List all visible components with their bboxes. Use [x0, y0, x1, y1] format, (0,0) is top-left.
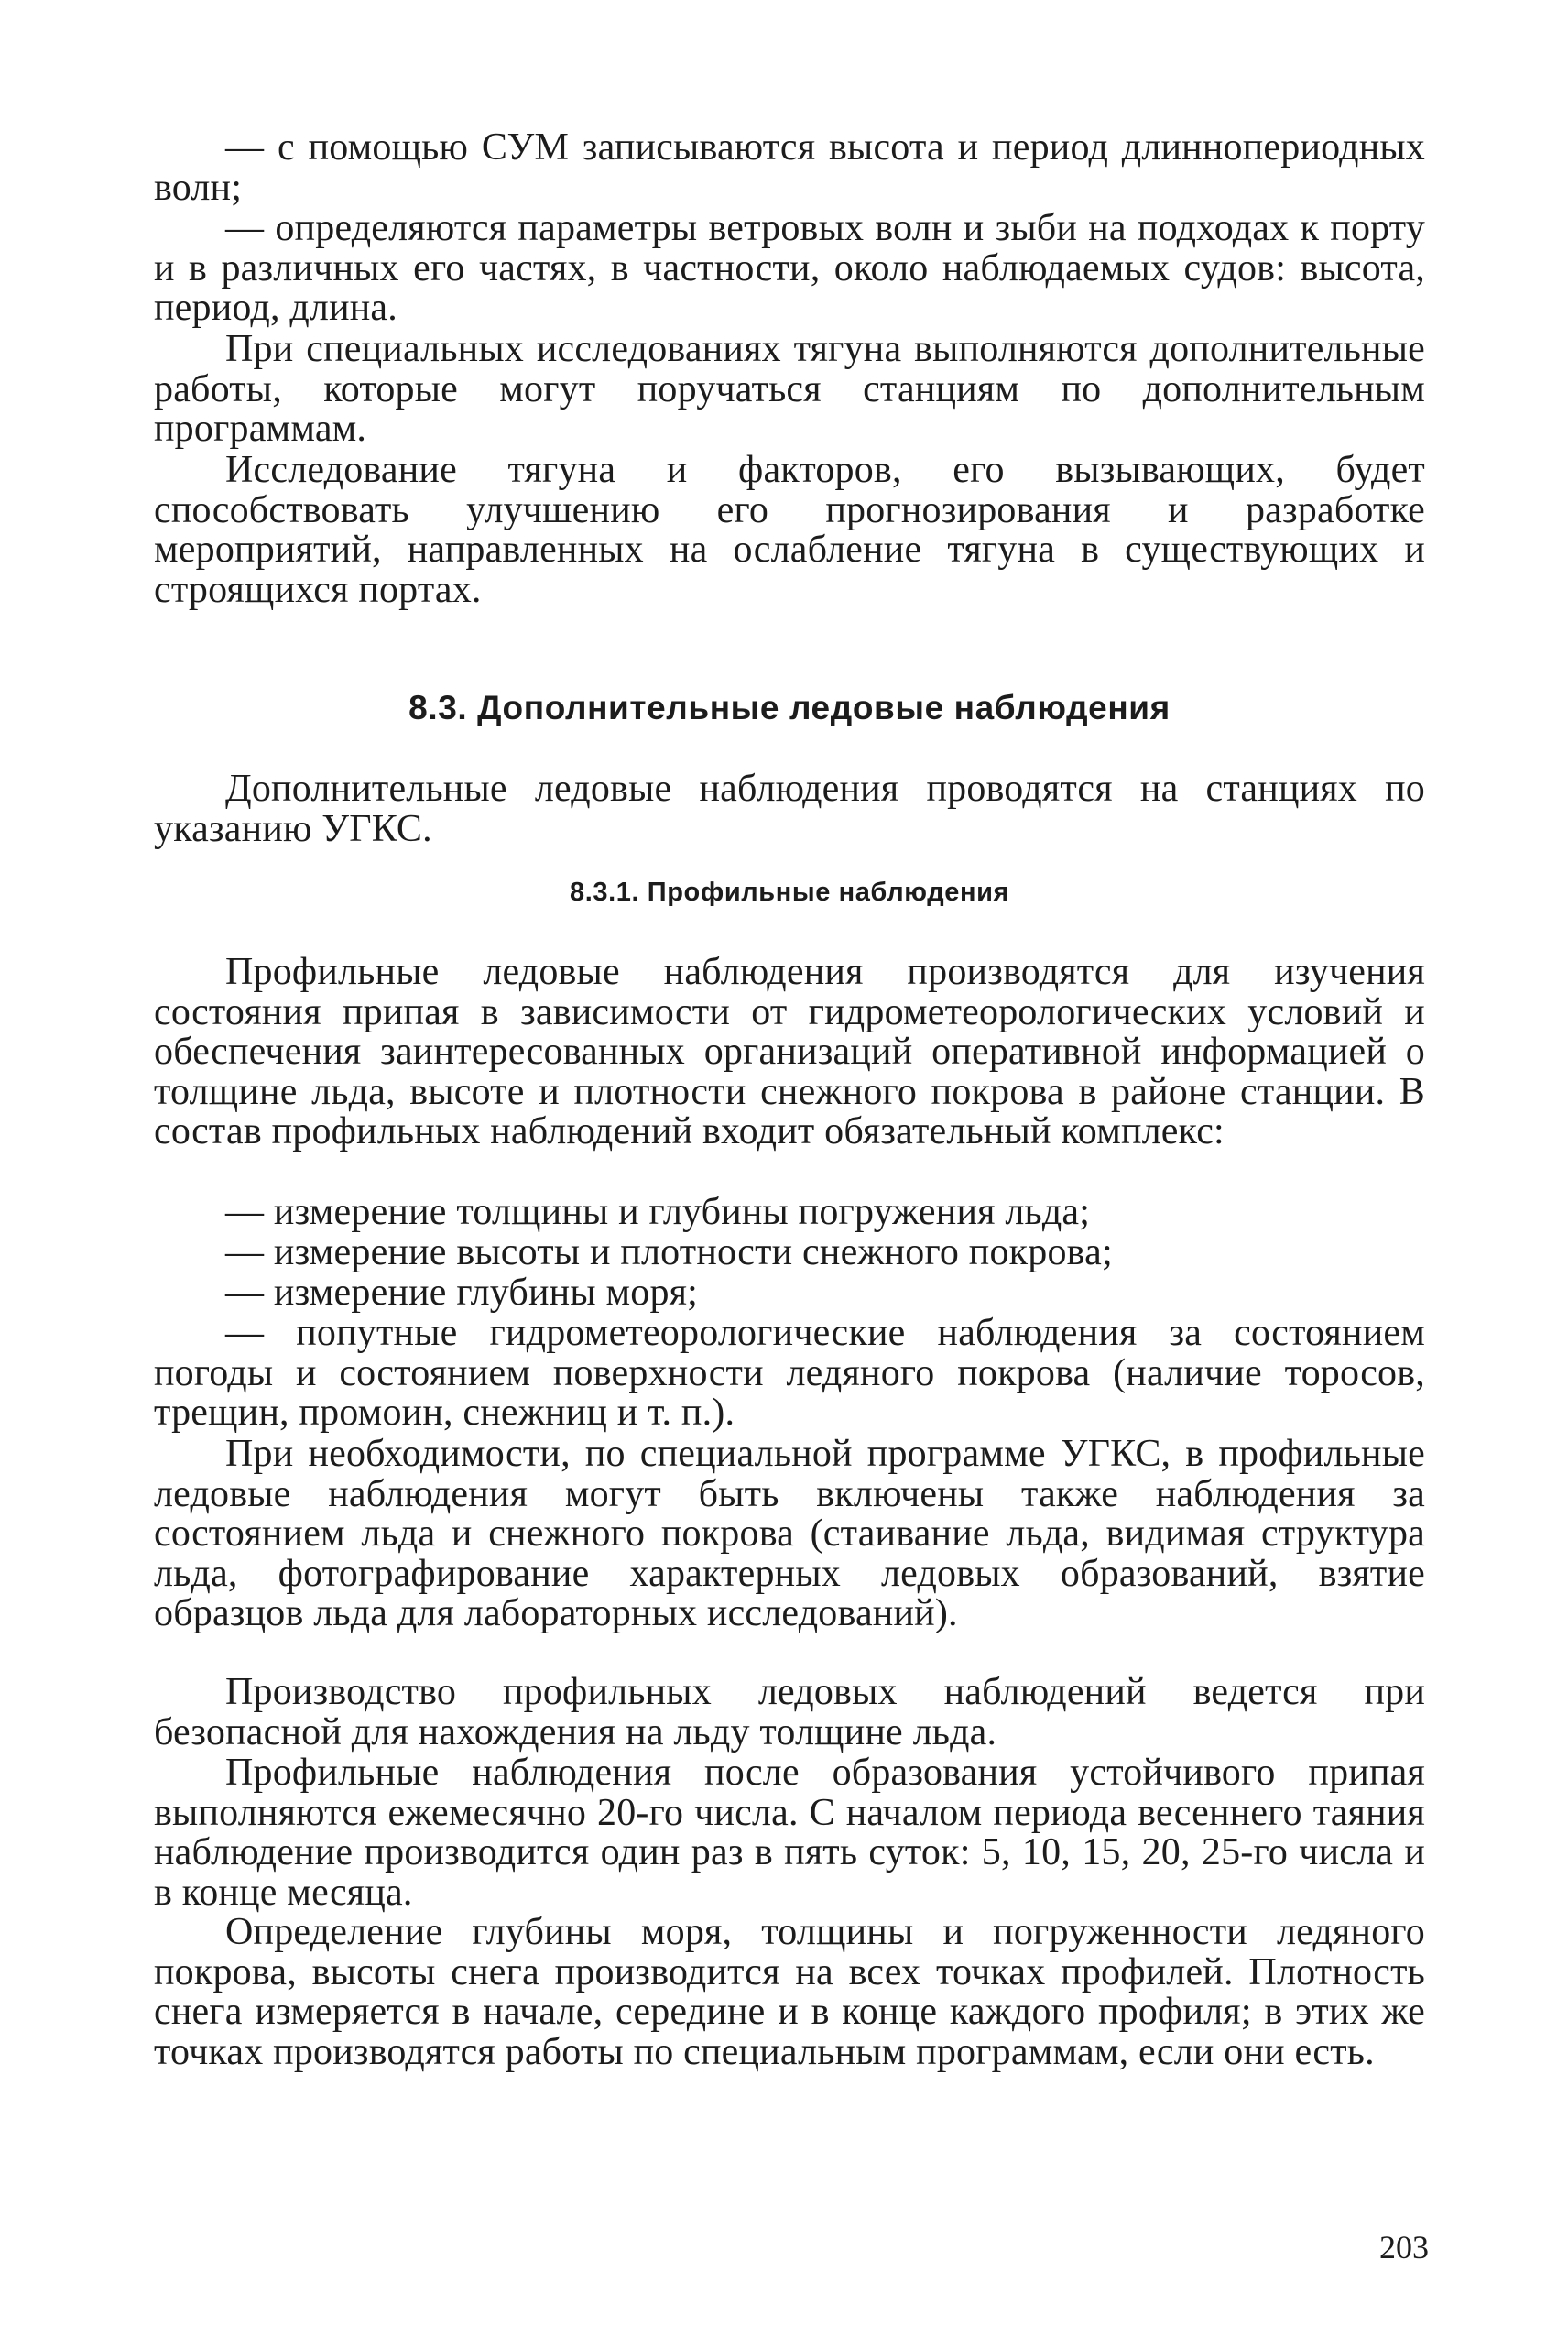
paragraph-safety: Производство профильных ледовых наблюдений ведется при безопасной для нахождения на льду толщине льда. [154, 1671, 1425, 1753]
list-item-sea-depth: — измерение глубины моря; [225, 1272, 699, 1314]
paragraph-tyagun-research: Исследование тягуна и факторов, его вызывающих, будет способствовать улучшению его прогнозирования и разработке мероприятий, направленных на ослабление тягуна в существующих и строящихся портах. [154, 449, 1425, 611]
paragraph-special-program: При необходимости, по специальной программе УГКС, в профильные ледовые наблюдения могут быть включены также наблюдения за состоянием льда и снежного покрова (стаивание льда, видимая структура льда, фотографирование характерных ледовых образований, взятие образцов льда для лабораторных исследований). [154, 1433, 1425, 1634]
list-item-snow-height: — измерение высоты и плотности снежного покрова; [225, 1231, 1113, 1273]
paragraph-profile-observations: Профильные ледовые наблюдения производятся для изучения состояния припая в зависимости от гидрометеорологических условий и обеспечения заинтересованных организаций оперативной информацией о толщине льда, высоте и плотности снежного покрова в районе станции. В состав профильных наблюдений входит обязательный комплекс: [154, 951, 1425, 1152]
subsection-heading: 8.3.1. Профильные наблюдения [569, 878, 1010, 907]
paragraph-measurement-points: Определение глубины моря, толщины и погруженности ледяного покрова, высоты снега производится на всех точках профилей. Плотность снега измеряется в начале, середине и в конце каждого профиля; в этих же точках производятся работы по специальным программам, если они есть. [154, 1911, 1425, 2073]
list-item-concurrent-observations: — попутные гидрометеорологические наблюдения за состоянием погоды и состоянием поверхности ледяного покрова (наличие торосов, трещин, промоин, снежниц и т. п.). [154, 1312, 1425, 1434]
page-number: 203 [1379, 2229, 1429, 2266]
section-heading: 8.3. Дополнительные ледовые наблюдения [408, 689, 1171, 726]
paragraph-special-studies: При специальных исследованиях тягуна выполняются дополнительные работы, которые могут поручаться станциям по дополнительным программам. [154, 328, 1425, 450]
list-item-ice-thickness: — измерение толщины и глубины погружения льда; [225, 1191, 1091, 1233]
paragraph-sum-wave-recording: — с помощью СУМ записываются высота и период длиннопериодных волн; [154, 126, 1425, 209]
paragraph-schedule: Профильные наблюдения после образования устойчивого припая выполняются ежемесячно 20-го числа. С началом периода весеннего таяния наблюдение производится один раз в пять суток: 5, 10, 15, 20, 25-го числа и в конце месяца. [154, 1752, 1425, 1914]
section-intro: Дополнительные ледовые наблюдения проводятся на станциях по указанию УГКС. [154, 768, 1425, 850]
paragraph-wind-wave-parameters: — определяются параметры ветровых волн и зыби на подходах к порту и в различных его частях, в частности, около наблюдаемых судов: высота, период, длина. [154, 207, 1425, 329]
